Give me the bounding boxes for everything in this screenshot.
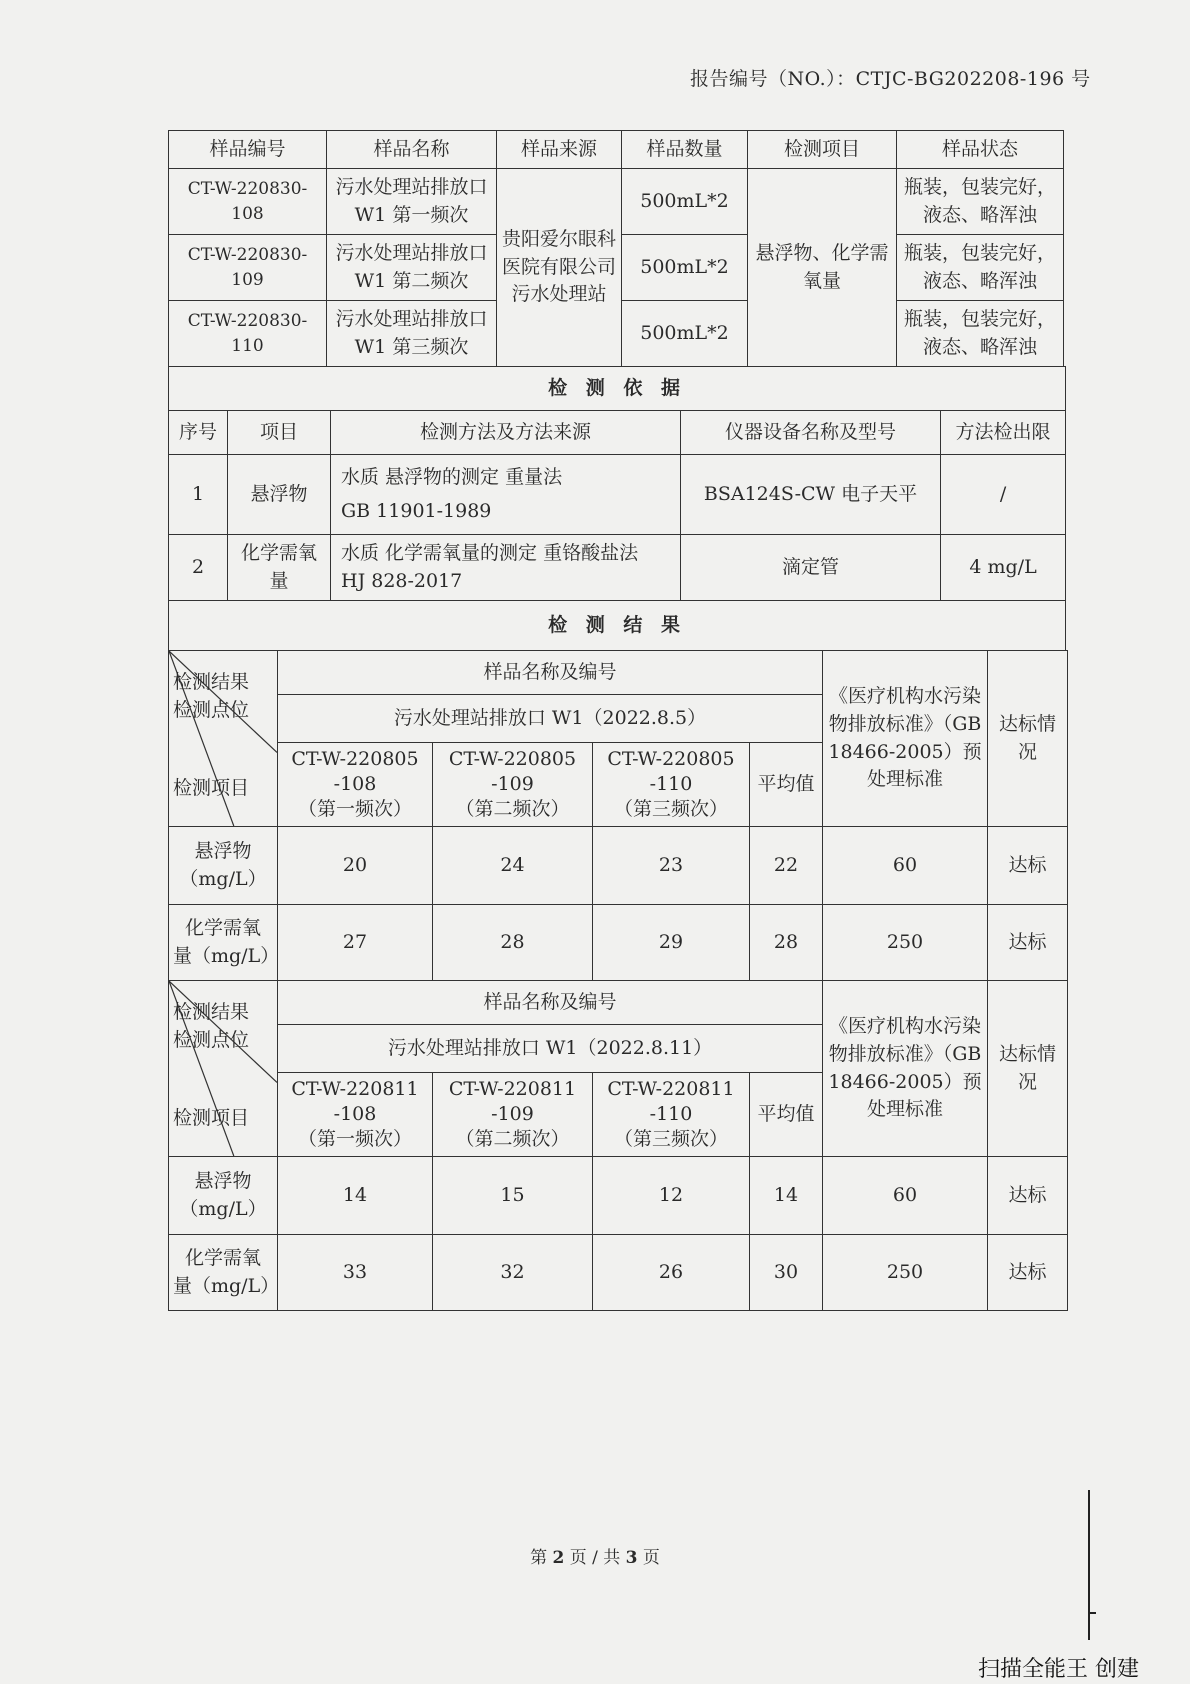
- basis-item: 悬浮物: [228, 455, 331, 535]
- results-avg: 28: [750, 905, 823, 981]
- basis-method-std: HJ 828-2017: [341, 569, 463, 592]
- sample-qty: 500mL*2: [622, 235, 748, 301]
- sample-id: CT-W-220830-108: [169, 169, 327, 235]
- results-item: 悬浮物 （mg/L）: [169, 1157, 278, 1235]
- basis-no: 1: [169, 455, 228, 535]
- results-standard: 60: [823, 1157, 988, 1235]
- results-compliance: 达标: [988, 1157, 1068, 1235]
- corner-point-label: 检测点位: [173, 1029, 250, 1051]
- results-compliance-header: 达标情况: [988, 981, 1068, 1157]
- sample-header-qty: 样品数量: [622, 131, 748, 169]
- page-number: 第 2 页 / 共 3 页: [530, 1548, 660, 1568]
- sample-qty: 500mL*2: [622, 301, 748, 367]
- results-point: 污水处理站排放口 W1（2022.8.5）: [278, 695, 823, 743]
- results-value: 24: [433, 827, 593, 905]
- sample-header-state: 样品状态: [897, 131, 1064, 169]
- results-avg: 22: [750, 827, 823, 905]
- sample-name: 污水处理站排放口W1 第三频次: [327, 301, 497, 367]
- basis-instrument: 滴定管: [681, 535, 941, 601]
- results-value: 29: [593, 905, 750, 981]
- basis-method-name: 水质 悬浮物的测定 重量法: [341, 465, 563, 488]
- sample-header-items: 检测项目: [748, 131, 897, 169]
- results-sample-id: CT-W-220805 -110 （第三频次）: [593, 743, 750, 827]
- results-compliance: 达标: [988, 827, 1068, 905]
- table-row: [169, 169, 1064, 235]
- results-item: 化学需氧 量（mg/L）: [169, 1235, 278, 1311]
- sample-id: CT-W-220830-109: [169, 235, 327, 301]
- sample-header-source: 样品来源: [497, 131, 622, 169]
- results-standard: 60: [823, 827, 988, 905]
- results-value: 27: [278, 905, 433, 981]
- results-name-header: 样品名称及编号: [278, 981, 823, 1025]
- basis-table: [168, 366, 1066, 651]
- sample-id: CT-W-220830-110: [169, 301, 327, 367]
- sample-header-name: 样品名称: [327, 131, 497, 169]
- results-value: 33: [278, 1235, 433, 1311]
- results-avg-header: 平均值: [750, 1073, 823, 1157]
- report-number: 报告编号（NO.）：CTJC-BG202208-196 号: [690, 68, 1091, 90]
- basis-limit: /: [941, 455, 1066, 535]
- basis-header-instrument: 仪器设备名称及型号: [681, 411, 941, 455]
- corner-result-label: 检测结果: [173, 1001, 250, 1023]
- sample-name: 污水处理站排放口W1 第一频次: [327, 169, 497, 235]
- results-item: 悬浮物 （mg/L）: [169, 827, 278, 905]
- basis-method-name: 水质 化学需氧量的测定 重铬酸盐法: [341, 541, 639, 564]
- results-avg: 30: [750, 1235, 823, 1311]
- table-row: [169, 455, 1066, 535]
- basis-section-title: 检 测 依 据: [169, 367, 1066, 411]
- corner-point-label: 检测点位: [173, 699, 250, 721]
- results-standard-header: 《医疗机构水污染物排放标准》（GB 18466-2005）预处理标准: [823, 651, 988, 827]
- results-value: 15: [433, 1157, 593, 1235]
- basis-header-item: 项目: [228, 411, 331, 455]
- sample-source: 贵阳爱尔眼科医院有限公司污水处理站: [497, 169, 622, 367]
- sample-state: 瓶装，包装完好，液态、略浑浊: [897, 301, 1064, 367]
- results-table: [168, 650, 1068, 1311]
- basis-header-limit: 方法检出限: [941, 411, 1066, 455]
- basis-header-no: 序号: [169, 411, 228, 455]
- results-value: 28: [433, 905, 593, 981]
- corner-item-label: 检测项目: [173, 777, 250, 799]
- results-section-title: 检 测 结 果: [169, 601, 1066, 651]
- scan-edge-tick: [1088, 1612, 1096, 1614]
- scan-watermark: 扫描全能王 创建: [978, 1657, 1139, 1682]
- results-avg: 14: [750, 1157, 823, 1235]
- results-item: 化学需氧 量（mg/L）: [169, 905, 278, 981]
- results-sample-id: CT-W-220811 -110 （第三频次）: [593, 1073, 750, 1157]
- basis-limit: 4 mg/L: [941, 535, 1066, 601]
- results-sample-id: CT-W-220805 -108 （第一频次）: [278, 743, 433, 827]
- results-corner-header: [169, 651, 278, 827]
- results-value: 14: [278, 1157, 433, 1235]
- results-sample-id: CT-W-220811 -109 （第二频次）: [433, 1073, 593, 1157]
- scan-edge-line: [1088, 1490, 1090, 1640]
- sample-test-items: 悬浮物、化学需氧量: [748, 169, 897, 367]
- table-row: [169, 905, 1068, 981]
- results-name-header: 样品名称及编号: [278, 651, 823, 695]
- sample-header-id: 样品编号: [169, 131, 327, 169]
- sample-state: 瓶装，包装完好，液态、略浑浊: [897, 235, 1064, 301]
- results-value: 12: [593, 1157, 750, 1235]
- table-row: [169, 827, 1068, 905]
- sample-state: 瓶装，包装完好，液态、略浑浊: [897, 169, 1064, 235]
- results-point: 污水处理站排放口 W1（2022.8.11）: [278, 1025, 823, 1073]
- basis-method: [331, 535, 681, 601]
- sample-name: 污水处理站排放口W1 第二频次: [327, 235, 497, 301]
- results-sample-id: CT-W-220811 -108 （第一频次）: [278, 1073, 433, 1157]
- basis-instrument: BSA124S-CW 电子天平: [681, 455, 941, 535]
- corner-item-label: 检测项目: [173, 1107, 250, 1129]
- sample-table: [168, 130, 1064, 367]
- results-value: 32: [433, 1235, 593, 1311]
- table-row: [169, 1235, 1068, 1311]
- results-compliance: 达标: [988, 1235, 1068, 1311]
- results-standard-header: 《医疗机构水污染物排放标准》（GB 18466-2005）预处理标准: [823, 981, 988, 1157]
- basis-method: [331, 455, 681, 535]
- sample-qty: 500mL*2: [622, 169, 748, 235]
- table-row: [169, 535, 1066, 601]
- basis-header-method: 检测方法及方法来源: [331, 411, 681, 455]
- results-compliance-header: 达标情况: [988, 651, 1068, 827]
- results-standard: 250: [823, 905, 988, 981]
- corner-result-label: 检测结果: [173, 671, 250, 693]
- results-sample-id: CT-W-220805 -109 （第二频次）: [433, 743, 593, 827]
- results-value: 20: [278, 827, 433, 905]
- results-value: 26: [593, 1235, 750, 1311]
- results-avg-header: 平均值: [750, 743, 823, 827]
- basis-item: 化学需氧量: [228, 535, 331, 601]
- results-corner-header: [169, 981, 278, 1157]
- results-compliance: 达标: [988, 905, 1068, 981]
- table-row: [169, 1157, 1068, 1235]
- basis-method-std: GB 11901-1989: [341, 499, 492, 522]
- basis-no: 2: [169, 535, 228, 601]
- results-value: 23: [593, 827, 750, 905]
- results-standard: 250: [823, 1235, 988, 1311]
